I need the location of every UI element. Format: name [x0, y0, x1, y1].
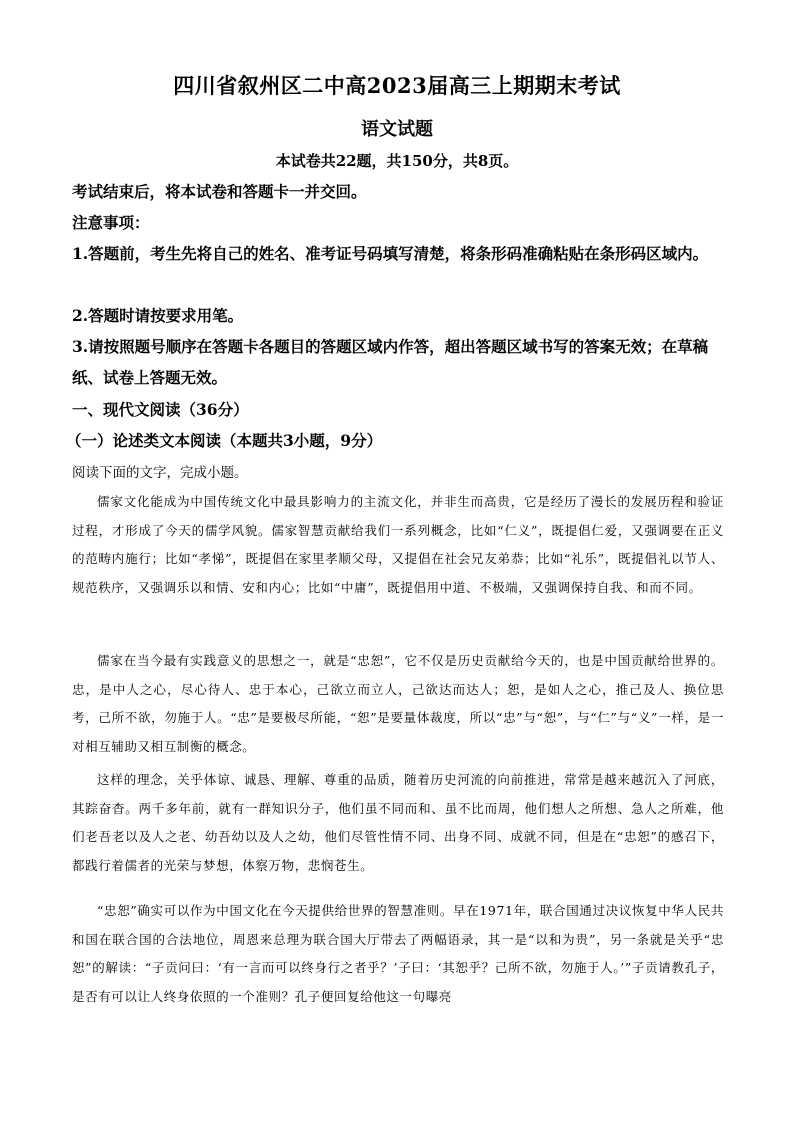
return-note: 考试结束后，将本试卷和答题卡一并交回。	[72, 182, 367, 201]
section-heading: 一、现代文阅读（36分）	[72, 400, 249, 419]
note-2: 2.答题时请按要求用笔。	[72, 306, 244, 325]
note-1: 1.答题前，考生先将自己的姓名、准考证号码填写清楚，将条形码准确粘贴在条形码区域内。	[72, 244, 709, 263]
subsection-heading: （一）论述类文本阅读（本题共3小题，9分）	[66, 431, 383, 450]
exam-title: 四川省叙州区二中高2023届高三上期期末考试	[173, 73, 621, 98]
exam-subtitle: 语文试题	[361, 119, 433, 140]
passage-paragraph-4: “忠恕”确实可以作为中国文化在今天提供给世界的智慧准则。早在1971年，联合国通过决议恢复中华人民共和国在联合国的合法地位，周恩来总理为联合国大厅带去了两幅语录，其一是“以和为贵”，另一条就是关乎“忠恕”的解读：“子贡问曰：‘有一言而可以终身行之者乎？’子曰：‘其恕乎？己所不欲，勿施于人。’”子贡请教孔子，是否有可以让人终身依照的一个准则？孔子便回复给他这一句曝亮	[72, 903, 724, 1004]
passage-paragraph-3: 这样的理念，关乎体谅、诚恳、理解、尊重的品质，随着历史河流的向前推进，常常是越来越沉入了河底，其踪奋杳。两千多年前，就有一群知识分子，他们虽不同而和、虽不比而周，他们想人之所想、急人之所难，他们老吾老以及人之老、幼吾幼以及人之幼，他们尽管性情不同、出身不同、成就不同，但是在“忠恕”的感召下，都践行着儒者的光荣与梦想，体察万物，悲悯苍生。	[72, 772, 724, 873]
note-3: 3.请按照题号顺序在答题卡各题目的答题区域内作答，超出答题区域书写的答案无效；在草稿纸、试卷上答题无效。	[72, 337, 709, 387]
notes-heading: 注意事项：	[72, 213, 150, 232]
passage-paragraph-1: 儒家文化能成为中国传统文化中最具影响力的主流文化，并非生而高贵，它是经历了漫长的发展历程和验证过程，才形成了今天的儒学风貌。儒家智慧贡献给我们一系列概念，比如“仁义”，既提倡仁爱，又强调要在正义的范畴内施行；比如“孝悌”，既提倡在家里孝顺父母，又提倡在社会兄友弟恭；比如“礼乐”，既提倡礼以节人、规范秩序，又强调乐以和情、安和内心；比如“中庸”，既提倡用中道、不极端，又强调保持自我、和而不同。	[72, 494, 724, 595]
exam-info: 本试卷共22题，共150分，共8页。	[275, 152, 519, 170]
passage-paragraph-2: 儒家在当今最有实践意义的思想之一，就是“忠恕”，它不仅是历史贡献给今天的，也是中国贡献给世界的。忠，是中人之心，尽心待人、忠于本心，己欲立而立人，己欲达而达人；恕，是如人之心，推己及人、换位思考，己所不欲，勿施于人。“忠”是要极尽所能，“恕”是要量体裁度，所以“忠”与“恕”，与“仁”与“义”一样，是一对相互辅助又相互制衡的概念。	[72, 653, 724, 754]
reading-directive: 阅读下面的文字，完成小题。	[72, 465, 248, 481]
